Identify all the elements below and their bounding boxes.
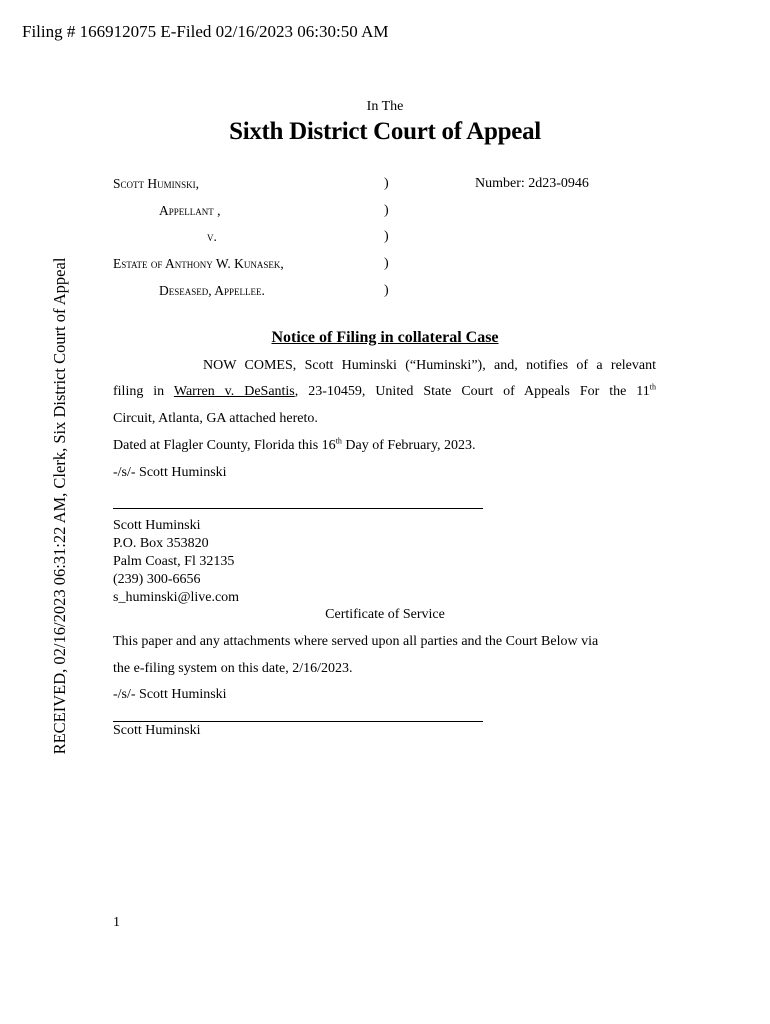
address-po-box: P.O. Box 353820 xyxy=(113,536,209,551)
address-city: Palm Coast, Fl 32135 xyxy=(113,554,235,569)
notice-line-2 xyxy=(113,384,656,400)
caption-paren: ) xyxy=(384,176,389,191)
certificate-signature-text: -/s/- Scott Huminski xyxy=(113,687,227,702)
filing-stamp: Filing # 166912075 E-Filed 02/16/2023 06:30:50 AM xyxy=(22,22,389,41)
dated-prefix: Dated at Flagler County, Florida this 16 xyxy=(113,438,336,453)
signature-text: -/s/- Scott Huminski xyxy=(113,465,227,480)
notice-line-2-prefix: filing in xyxy=(113,384,165,399)
notice-line-3: Circuit, Atlanta, GA attached hereto. xyxy=(113,411,318,426)
certificate-line-1: This paper and any attachments where served upon all parties and the Court Below via xyxy=(113,634,599,649)
notice-title: Notice of Filing in collateral Case xyxy=(271,329,499,346)
appellee-name: Estate of Anthony W. Kunasek, xyxy=(113,256,284,271)
dated-line xyxy=(113,438,476,454)
caption-paren: ) xyxy=(384,283,389,298)
page-number: 1 xyxy=(113,915,120,930)
appellee-role: Deseased, Appellee. xyxy=(159,283,265,298)
notice-line-1: NOW COMES, Scott Huminski (“Huminski”), and, notifies of a relevant xyxy=(203,358,656,373)
court-title: Sixth District Court of Appeal xyxy=(229,118,541,145)
dated-suffix: Day of February, 2023. xyxy=(341,438,476,453)
appellant-role: Appellant , xyxy=(159,203,221,218)
received-stamp: RECEIVED, 02/16/2023 06:31:22 AM, Clerk, Six District Court of Appeal xyxy=(50,257,69,755)
versus-label: v. xyxy=(207,229,217,244)
caption-paren: ) xyxy=(384,229,389,244)
certificate-signer: Scott Huminski xyxy=(113,723,201,738)
case-number: Number: 2d23-0946 xyxy=(475,176,589,191)
court-prefix: In The xyxy=(366,99,404,114)
signature-line xyxy=(113,721,483,722)
certificate-title: Certificate of Service xyxy=(325,607,445,622)
ordinal-suffix: th xyxy=(335,436,342,446)
signature-line xyxy=(113,508,483,509)
notice-line-2-suffix: , 23-10459, United State Court of Appeals For the 11 xyxy=(294,384,650,399)
appellant-name: Scott Huminski, xyxy=(113,176,200,191)
case-citation: Warren v. DeSantis xyxy=(173,384,295,399)
certificate-line-2: the e-filing system on this date, 2/16/2023. xyxy=(113,661,353,676)
address-name: Scott Huminski xyxy=(113,518,201,533)
address-email: s_huminski@live.com xyxy=(113,590,240,605)
address-phone: (239) 300-6656 xyxy=(113,572,201,587)
caption-paren: ) xyxy=(384,256,389,271)
caption-paren: ) xyxy=(384,203,389,218)
ordinal-suffix: th xyxy=(649,382,656,392)
